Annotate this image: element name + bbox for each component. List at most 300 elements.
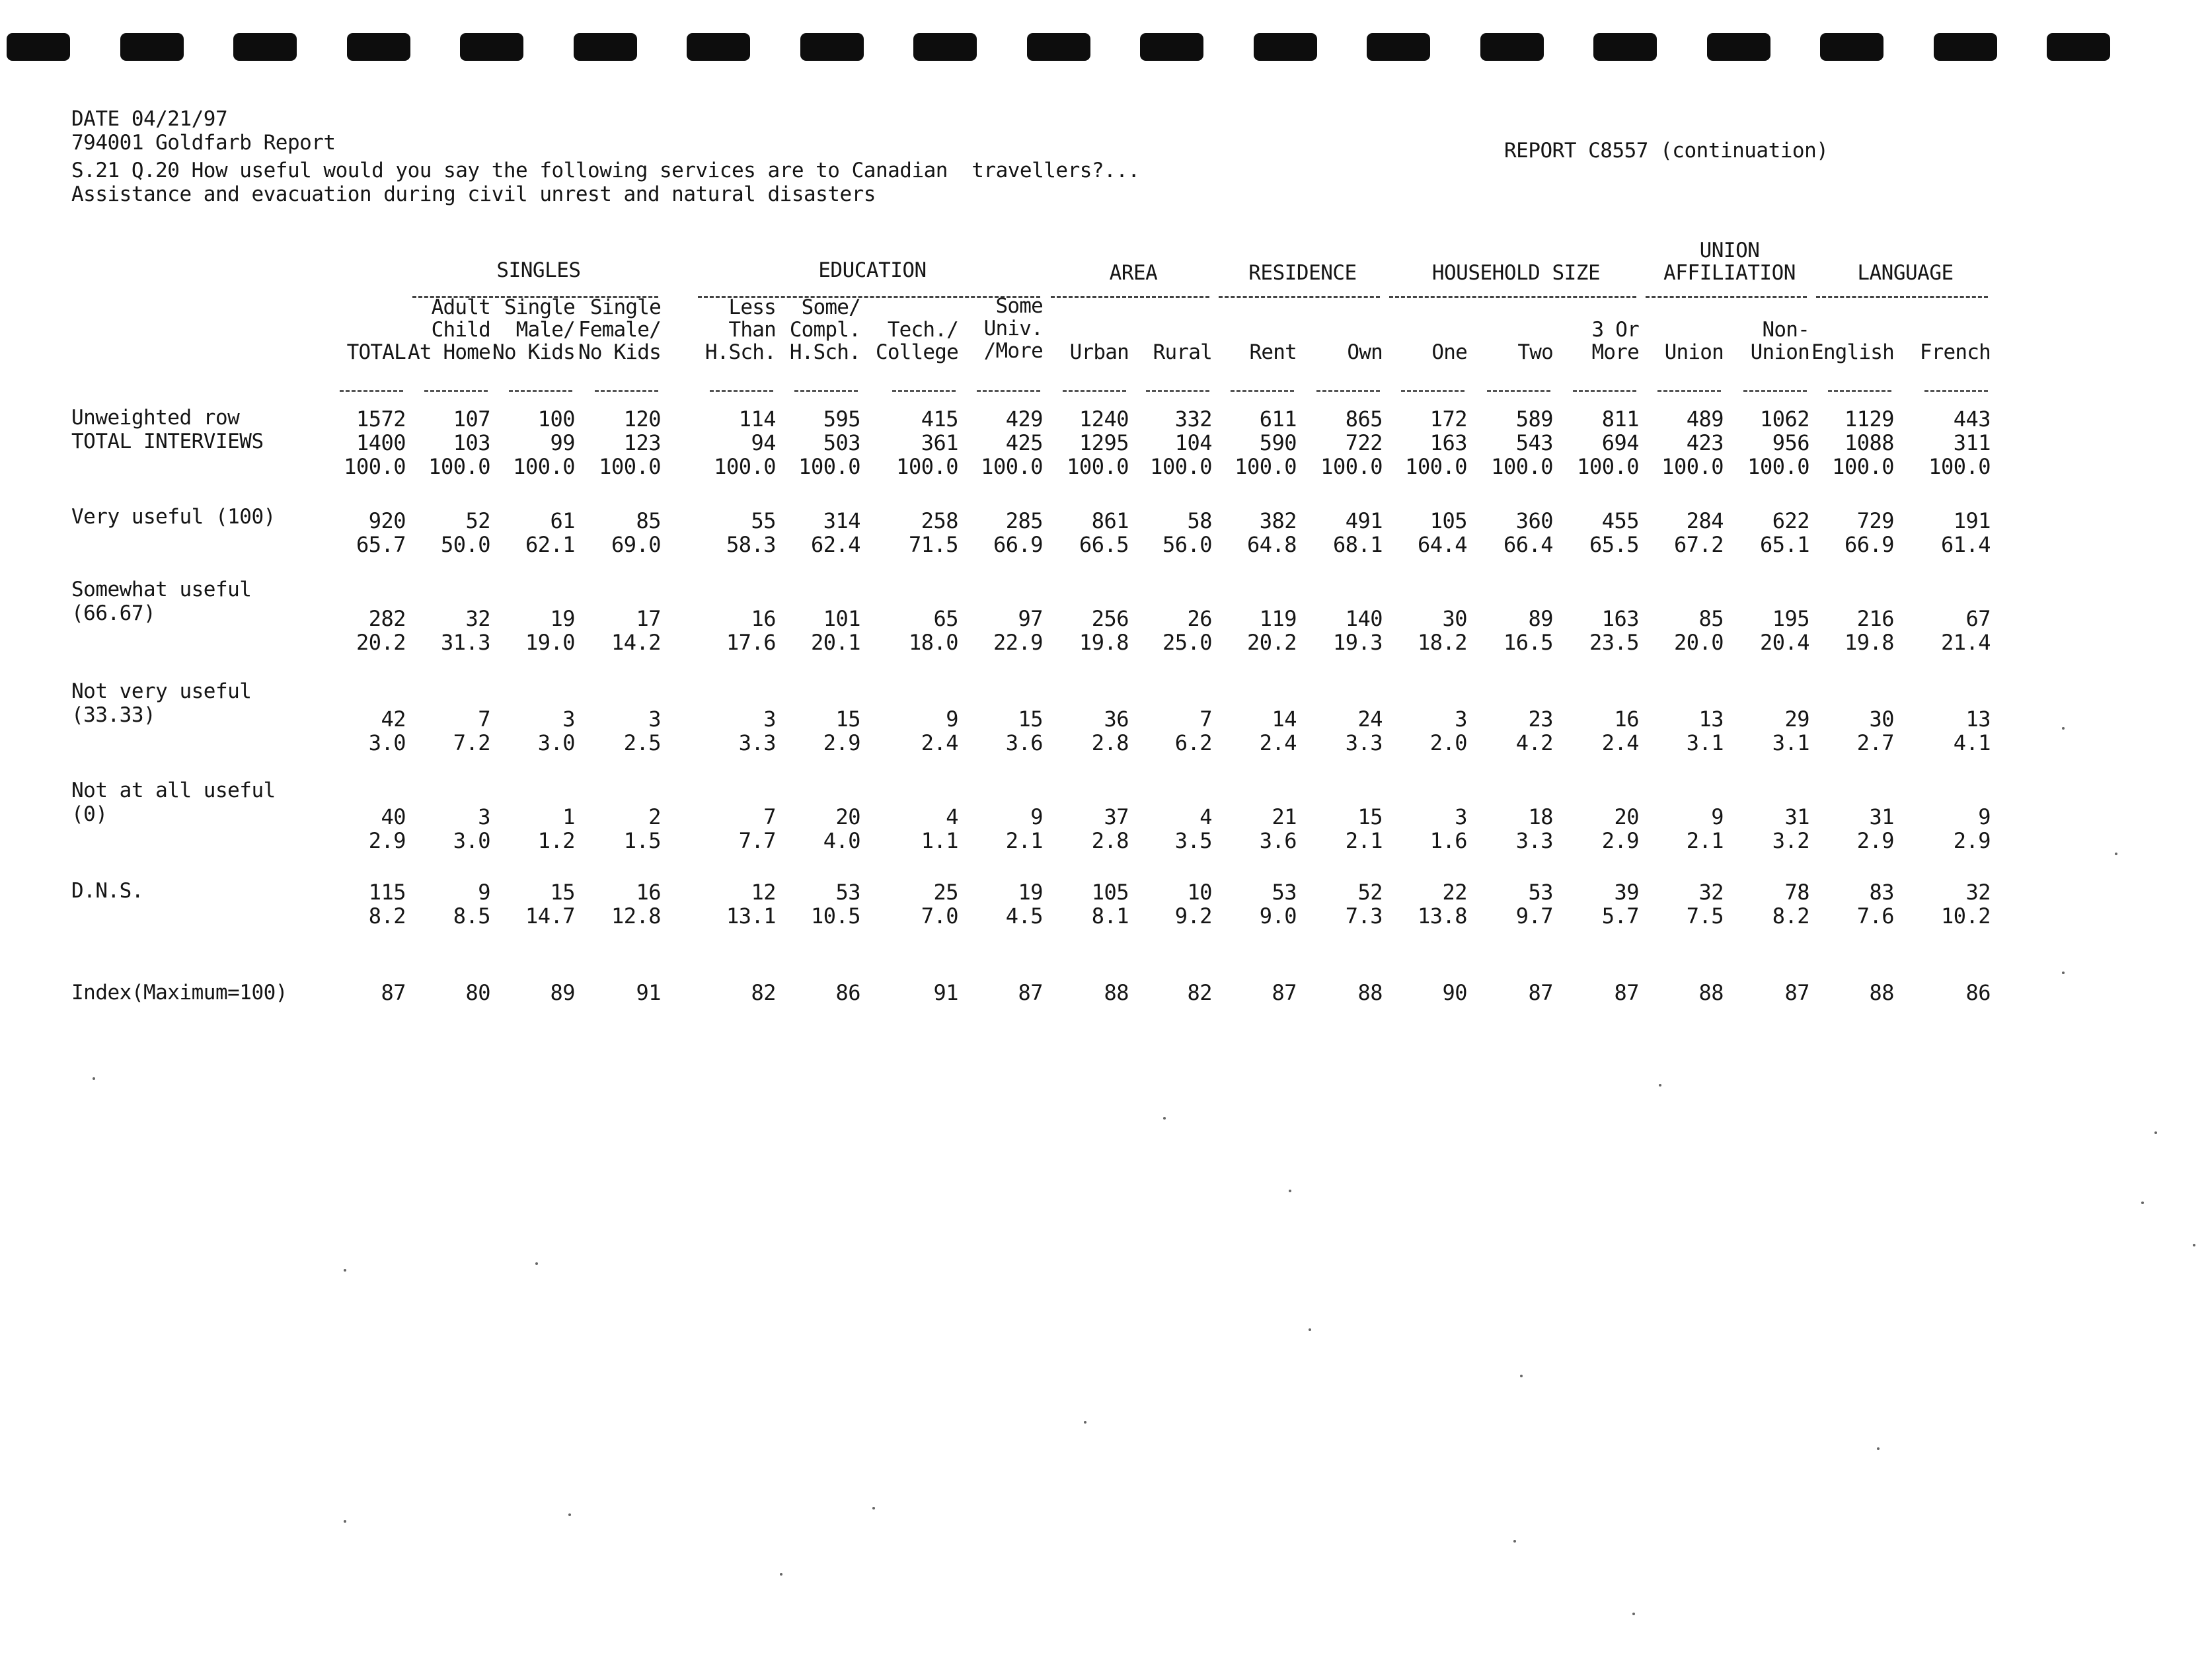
table-cell: 590 xyxy=(1259,430,1297,455)
table-cell: 90 xyxy=(1442,980,1467,1005)
table-cell: 15 xyxy=(1018,706,1043,732)
table-cell: 3 xyxy=(1455,706,1467,732)
table-cell: 66.9 xyxy=(993,532,1043,557)
table-cell: 115 xyxy=(368,880,406,905)
table-cell: 285 xyxy=(1005,508,1043,533)
table-cell: 39 xyxy=(1614,880,1639,905)
table-cell: 62.1 xyxy=(525,532,575,557)
column-header: Some/ Compl. H.Sch. xyxy=(789,295,860,364)
table-cell: 865 xyxy=(1345,406,1383,432)
table-cell: 3 xyxy=(648,706,661,732)
table-cell: 20 xyxy=(1614,804,1639,829)
table-cell: 87 xyxy=(381,980,406,1005)
table-cell: 1295 xyxy=(1079,430,1129,455)
table-cell: 1129 xyxy=(1844,406,1894,432)
table-cell: 18.2 xyxy=(1417,630,1467,655)
table-cell: 3.1 xyxy=(1772,730,1809,755)
table-cell: 2.4 xyxy=(1259,730,1297,755)
scan-speck xyxy=(2115,853,2117,855)
report-name: 794001 Goldfarb Report xyxy=(71,131,336,155)
scan-speck xyxy=(535,1262,538,1265)
column-rule xyxy=(595,390,658,392)
column-rule xyxy=(424,390,488,392)
row-label: Not at all useful (0) xyxy=(71,779,276,826)
table-cell: 100.0 xyxy=(599,454,661,479)
column-header: 3 Or More xyxy=(1591,318,1639,364)
table-cell: 10 xyxy=(1187,880,1212,905)
table-cell: 729 xyxy=(1856,508,1894,533)
table-cell: 100.0 xyxy=(1928,454,1991,479)
table-cell: 13 xyxy=(1698,706,1724,732)
scan-speck xyxy=(1632,1613,1635,1615)
table-cell: 53 xyxy=(835,880,860,905)
column-header: Urban xyxy=(1069,340,1129,364)
table-cell: 6.2 xyxy=(1174,730,1212,755)
table-cell: 9 xyxy=(1030,804,1043,829)
table-cell: 10.5 xyxy=(810,903,860,929)
table-cell: 491 xyxy=(1345,508,1383,533)
report-id: REPORT C8557 (continuation) xyxy=(1504,139,1829,163)
table-cell: 9.7 xyxy=(1515,903,1553,929)
table-cell: 7 xyxy=(478,706,490,732)
table-cell: 2.9 xyxy=(1953,828,1991,853)
table-cell: 64.8 xyxy=(1246,532,1297,557)
table-cell: 622 xyxy=(1772,508,1809,533)
group-underline xyxy=(1219,296,1380,298)
scan-speck xyxy=(2193,1244,2195,1246)
table-cell: 1062 xyxy=(1759,406,1809,432)
table-cell: 32 xyxy=(465,606,490,631)
column-header: Tech./ College xyxy=(875,318,958,364)
column-header: Own xyxy=(1347,340,1383,364)
column-rule xyxy=(1743,390,1807,392)
column-rule xyxy=(1828,390,1891,392)
table-cell: 9 xyxy=(946,706,958,732)
table-cell: 429 xyxy=(1005,406,1043,432)
table-cell: 423 xyxy=(1686,430,1724,455)
row-label: Not very useful (33.33) xyxy=(71,679,252,727)
row-label: Very useful (100) xyxy=(71,505,276,529)
table-cell: 23 xyxy=(1528,706,1553,732)
column-header: Non- Union xyxy=(1750,318,1809,364)
table-cell: 443 xyxy=(1953,406,1991,432)
table-cell: 18 xyxy=(1528,804,1553,829)
table-cell: 163 xyxy=(1601,606,1639,631)
table-cell: 40 xyxy=(381,804,406,829)
table-cell: 89 xyxy=(550,980,575,1005)
scan-speck xyxy=(2154,1131,2157,1134)
table-cell: 163 xyxy=(1429,430,1467,455)
table-cell: 100.0 xyxy=(1577,454,1639,479)
table-cell: 16 xyxy=(751,606,776,631)
row-label: Index(Maximum=100) xyxy=(71,981,287,1005)
table-cell: 2.8 xyxy=(1091,730,1129,755)
table-cell: 425 xyxy=(1005,430,1043,455)
table-cell: 3.6 xyxy=(1259,828,1297,853)
table-cell: 86 xyxy=(1965,980,1991,1005)
table-cell: 22 xyxy=(1442,880,1467,905)
table-cell: 114 xyxy=(738,406,776,432)
table-cell: 120 xyxy=(623,406,661,432)
table-cell: 100.0 xyxy=(1405,454,1467,479)
table-cell: 19.8 xyxy=(1844,630,1894,655)
column-header: One xyxy=(1431,340,1467,364)
table-cell: 62.4 xyxy=(810,532,860,557)
table-cell: 15 xyxy=(1357,804,1383,829)
table-cell: 2.8 xyxy=(1091,828,1129,853)
table-cell: 256 xyxy=(1091,606,1129,631)
table-cell: 97 xyxy=(1018,606,1043,631)
column-rule xyxy=(1487,390,1550,392)
table-cell: 19.8 xyxy=(1079,630,1129,655)
table-cell: 100.0 xyxy=(1150,454,1212,479)
table-cell: 4.5 xyxy=(1005,903,1043,929)
column-rule xyxy=(892,390,956,392)
table-cell: 3.6 xyxy=(1005,730,1043,755)
table-cell: 21 xyxy=(1272,804,1297,829)
table-cell: 4 xyxy=(1199,804,1212,829)
table-cell: 100.0 xyxy=(1747,454,1809,479)
table-cell: 85 xyxy=(1698,606,1724,631)
column-header: French xyxy=(1919,340,1991,364)
table-cell: 100.0 xyxy=(513,454,575,479)
table-cell: 32 xyxy=(1698,880,1724,905)
table-cell: 10.2 xyxy=(1940,903,1991,929)
table-cell: 100.0 xyxy=(1235,454,1297,479)
table-cell: 100.0 xyxy=(344,454,406,479)
subquestion-text: Assistance and evacuation during civil unrest and natural disasters xyxy=(71,182,876,206)
table-cell: 13 xyxy=(1965,706,1991,732)
group-header: HOUSEHOLD SIZE xyxy=(1431,261,1601,285)
table-cell: 13.1 xyxy=(726,903,776,929)
table-cell: 85 xyxy=(636,508,661,533)
table-cell: 18.0 xyxy=(908,630,958,655)
table-cell: 100 xyxy=(537,406,575,432)
table-cell: 722 xyxy=(1345,430,1383,455)
table-cell: 29 xyxy=(1784,706,1809,732)
table-cell: 64.4 xyxy=(1417,532,1467,557)
table-cell: 2.1 xyxy=(1005,828,1043,853)
table-cell: 105 xyxy=(1429,508,1467,533)
table-cell: 68.1 xyxy=(1332,532,1383,557)
table-cell: 9 xyxy=(1711,804,1724,829)
table-cell: 87 xyxy=(1018,980,1043,1005)
table-cell: 99 xyxy=(550,430,575,455)
table-cell: 104 xyxy=(1174,430,1212,455)
scan-speck xyxy=(1309,1328,1311,1331)
table-cell: 61.4 xyxy=(1940,532,1991,557)
table-cell: 66.5 xyxy=(1079,532,1129,557)
table-cell: 2 xyxy=(648,804,661,829)
table-cell: 140 xyxy=(1345,606,1383,631)
table-cell: 53 xyxy=(1528,880,1553,905)
table-cell: 37 xyxy=(1104,804,1129,829)
table-cell: 65.7 xyxy=(356,532,406,557)
table-cell: 7.6 xyxy=(1856,903,1894,929)
table-cell: 80 xyxy=(465,980,490,1005)
table-cell: 3.3 xyxy=(1515,828,1553,853)
table-cell: 83 xyxy=(1869,880,1894,905)
row-label: Unweighted row TOTAL INTERVIEWS xyxy=(71,406,264,453)
table-cell: 191 xyxy=(1953,508,1991,533)
table-cell: 861 xyxy=(1091,508,1129,533)
column-rule xyxy=(794,390,858,392)
table-cell: 69.0 xyxy=(611,532,661,557)
column-header: Rent xyxy=(1249,340,1297,364)
table-cell: 101 xyxy=(823,606,860,631)
table-cell: 22.9 xyxy=(993,630,1043,655)
table-cell: 55 xyxy=(751,508,776,533)
column-rule xyxy=(1573,390,1636,392)
table-cell: 30 xyxy=(1869,706,1894,732)
table-cell: 543 xyxy=(1515,430,1553,455)
scan-speck xyxy=(2141,1202,2144,1204)
scan-speck xyxy=(1520,1375,1523,1377)
table-cell: 19 xyxy=(550,606,575,631)
table-cell: 16 xyxy=(636,880,661,905)
column-rule xyxy=(509,390,572,392)
table-cell: 2.9 xyxy=(368,828,406,853)
table-cell: 53 xyxy=(1272,880,1297,905)
table-cell: 1.5 xyxy=(623,828,661,853)
table-cell: 3 xyxy=(763,706,776,732)
table-cell: 17.6 xyxy=(726,630,776,655)
table-cell: 123 xyxy=(623,430,661,455)
table-cell: 3.5 xyxy=(1174,828,1212,853)
table-cell: 216 xyxy=(1856,606,1894,631)
table-cell: 88 xyxy=(1869,980,1894,1005)
table-cell: 61 xyxy=(550,508,575,533)
table-cell: 87 xyxy=(1272,980,1297,1005)
table-cell: 16.5 xyxy=(1503,630,1553,655)
table-cell: 30 xyxy=(1442,606,1467,631)
table-cell: 595 xyxy=(823,406,860,432)
table-cell: 258 xyxy=(921,508,958,533)
table-cell: 611 xyxy=(1259,406,1297,432)
table-cell: 4.0 xyxy=(823,828,860,853)
table-cell: 100.0 xyxy=(1661,454,1724,479)
table-cell: 15 xyxy=(835,706,860,732)
table-cell: 956 xyxy=(1772,430,1809,455)
group-header: EDUCATION xyxy=(818,258,927,282)
table-cell: 2.4 xyxy=(921,730,958,755)
table-cell: 67.2 xyxy=(1673,532,1724,557)
table-cell: 3 xyxy=(1455,804,1467,829)
column-header: TOTAL xyxy=(346,340,406,364)
table-cell: 3.1 xyxy=(1686,730,1724,755)
table-cell: 65.5 xyxy=(1589,532,1639,557)
table-cell: 82 xyxy=(1187,980,1212,1005)
table-cell: 24 xyxy=(1357,706,1383,732)
table-cell: 58.3 xyxy=(726,532,776,557)
column-rule xyxy=(1657,390,1721,392)
table-cell: 21.4 xyxy=(1940,630,1991,655)
table-cell: 3 xyxy=(478,804,490,829)
table-cell: 66.9 xyxy=(1844,532,1894,557)
table-cell: 4 xyxy=(946,804,958,829)
table-cell: 2.7 xyxy=(1856,730,1894,755)
table-cell: 19.3 xyxy=(1332,630,1383,655)
table-cell: 2.0 xyxy=(1429,730,1467,755)
table-cell: 89 xyxy=(1528,606,1553,631)
report-date: DATE 04/21/97 xyxy=(71,107,228,131)
scan-speck xyxy=(1659,1084,1661,1087)
scan-speck xyxy=(1513,1540,1516,1543)
table-cell: 8.1 xyxy=(1091,903,1129,929)
group-underline xyxy=(1051,296,1209,298)
table-cell: 20 xyxy=(835,804,860,829)
table-cell: 100.0 xyxy=(1067,454,1129,479)
table-cell: 50.0 xyxy=(440,532,490,557)
table-cell: 88 xyxy=(1698,980,1724,1005)
table-cell: 87 xyxy=(1614,980,1639,1005)
table-cell: 100.0 xyxy=(714,454,776,479)
table-cell: 811 xyxy=(1601,406,1639,432)
table-cell: 65 xyxy=(933,606,958,631)
table-cell: 91 xyxy=(933,980,958,1005)
column-rule xyxy=(977,390,1040,392)
group-underline xyxy=(1816,296,1988,298)
table-cell: 20.2 xyxy=(1246,630,1297,655)
table-cell: 2.9 xyxy=(1856,828,1894,853)
table-cell: 19.0 xyxy=(525,630,575,655)
table-cell: 86 xyxy=(835,980,860,1005)
table-cell: 100.0 xyxy=(896,454,958,479)
column-rule xyxy=(1924,390,1988,392)
column-header: Rural xyxy=(1153,340,1212,364)
table-cell: 100.0 xyxy=(798,454,860,479)
table-cell: 88 xyxy=(1357,980,1383,1005)
table-cell: 82 xyxy=(751,980,776,1005)
table-cell: 105 xyxy=(1091,880,1129,905)
table-cell: 9.2 xyxy=(1174,903,1212,929)
table-cell: 694 xyxy=(1601,430,1639,455)
table-cell: 87 xyxy=(1784,980,1809,1005)
table-cell: 14.7 xyxy=(525,903,575,929)
table-cell: 14.2 xyxy=(611,630,661,655)
table-cell: 1.1 xyxy=(921,828,958,853)
table-cell: 16 xyxy=(1614,706,1639,732)
table-cell: 25 xyxy=(933,880,958,905)
table-cell: 87 xyxy=(1528,980,1553,1005)
column-header: Union xyxy=(1664,340,1724,364)
table-cell: 7 xyxy=(763,804,776,829)
column-rule xyxy=(340,390,403,392)
column-rule xyxy=(1063,390,1126,392)
table-cell: 7.7 xyxy=(738,828,776,853)
scan-speck xyxy=(344,1520,346,1523)
table-cell: 2.4 xyxy=(1601,730,1639,755)
table-cell: 3.3 xyxy=(738,730,776,755)
table-cell: 1 xyxy=(562,804,575,829)
table-cell: 20.0 xyxy=(1673,630,1724,655)
scan-speck xyxy=(2062,727,2065,730)
table-cell: 1572 xyxy=(356,406,406,432)
group-header: AREA xyxy=(1109,261,1158,285)
group-header: UNION AFFILIATION xyxy=(1663,239,1796,285)
group-underline xyxy=(1646,296,1807,298)
table-cell: 100.0 xyxy=(428,454,490,479)
table-cell: 4.2 xyxy=(1515,730,1553,755)
table-cell: 26 xyxy=(1187,606,1212,631)
scan-speck xyxy=(1289,1190,1291,1192)
table-cell: 31.3 xyxy=(440,630,490,655)
table-cell: 9 xyxy=(1978,804,1991,829)
table-cell: 19 xyxy=(1018,880,1043,905)
table-cell: 2.9 xyxy=(1601,828,1639,853)
table-cell: 2.9 xyxy=(823,730,860,755)
table-cell: 3.3 xyxy=(1345,730,1383,755)
column-header: Single Male/ No Kids xyxy=(492,295,575,364)
scan-speck xyxy=(1084,1421,1086,1424)
table-cell: 360 xyxy=(1515,508,1553,533)
table-cell: 8.5 xyxy=(453,903,490,929)
table-cell: 8.2 xyxy=(368,903,406,929)
table-cell: 415 xyxy=(921,406,958,432)
group-header: LANGUAGE xyxy=(1857,261,1954,285)
row-label: D.N.S. xyxy=(71,879,143,903)
table-cell: 67 xyxy=(1965,606,1991,631)
table-cell: 31 xyxy=(1869,804,1894,829)
table-cell: 3.0 xyxy=(537,730,575,755)
table-cell: 2.1 xyxy=(1345,828,1383,853)
table-cell: 589 xyxy=(1515,406,1553,432)
column-header: Some Univ. /More xyxy=(983,294,1043,363)
table-cell: 17 xyxy=(636,606,661,631)
table-cell: 100.0 xyxy=(981,454,1043,479)
table-cell: 107 xyxy=(453,406,490,432)
question-text: S.21 Q.20 How useful would you say the following services are to Canadian travellers?... xyxy=(71,159,1140,182)
table-cell: 15 xyxy=(550,880,575,905)
group-header: SINGLES xyxy=(496,258,581,282)
table-cell: 3 xyxy=(562,706,575,732)
table-cell: 12 xyxy=(751,880,776,905)
group-header: RESIDENCE xyxy=(1248,261,1357,285)
table-cell: 172 xyxy=(1429,406,1467,432)
column-rule xyxy=(1231,390,1294,392)
table-cell: 31 xyxy=(1784,804,1809,829)
column-header: Single Female/ No Kids xyxy=(578,295,661,364)
table-cell: 119 xyxy=(1259,606,1297,631)
table-cell: 3.2 xyxy=(1772,828,1809,853)
table-cell: 8.2 xyxy=(1772,903,1809,929)
table-cell: 88 xyxy=(1104,980,1129,1005)
column-header: Less Than H.Sch. xyxy=(704,295,776,364)
table-cell: 91 xyxy=(636,980,661,1005)
table-cell: 361 xyxy=(921,430,958,455)
row-label: Somewhat useful (66.67) xyxy=(71,578,252,625)
table-cell: 20.4 xyxy=(1759,630,1809,655)
table-cell: 455 xyxy=(1601,508,1639,533)
table-cell: 2.1 xyxy=(1686,828,1724,853)
table-cell: 20.2 xyxy=(356,630,406,655)
table-cell: 382 xyxy=(1259,508,1297,533)
table-cell: 56.0 xyxy=(1162,532,1212,557)
table-cell: 314 xyxy=(823,508,860,533)
table-cell: 284 xyxy=(1686,508,1724,533)
table-cell: 3.0 xyxy=(453,828,490,853)
scan-speck xyxy=(1163,1117,1166,1120)
table-cell: 7.5 xyxy=(1686,903,1724,929)
scan-speck xyxy=(344,1269,346,1272)
table-cell: 3.0 xyxy=(368,730,406,755)
table-cell: 71.5 xyxy=(908,532,958,557)
table-cell: 12.8 xyxy=(611,903,661,929)
column-header: English xyxy=(1811,340,1894,364)
scan-speck xyxy=(1877,1447,1880,1450)
scan-speck xyxy=(568,1513,571,1516)
column-header: Two xyxy=(1517,340,1553,364)
